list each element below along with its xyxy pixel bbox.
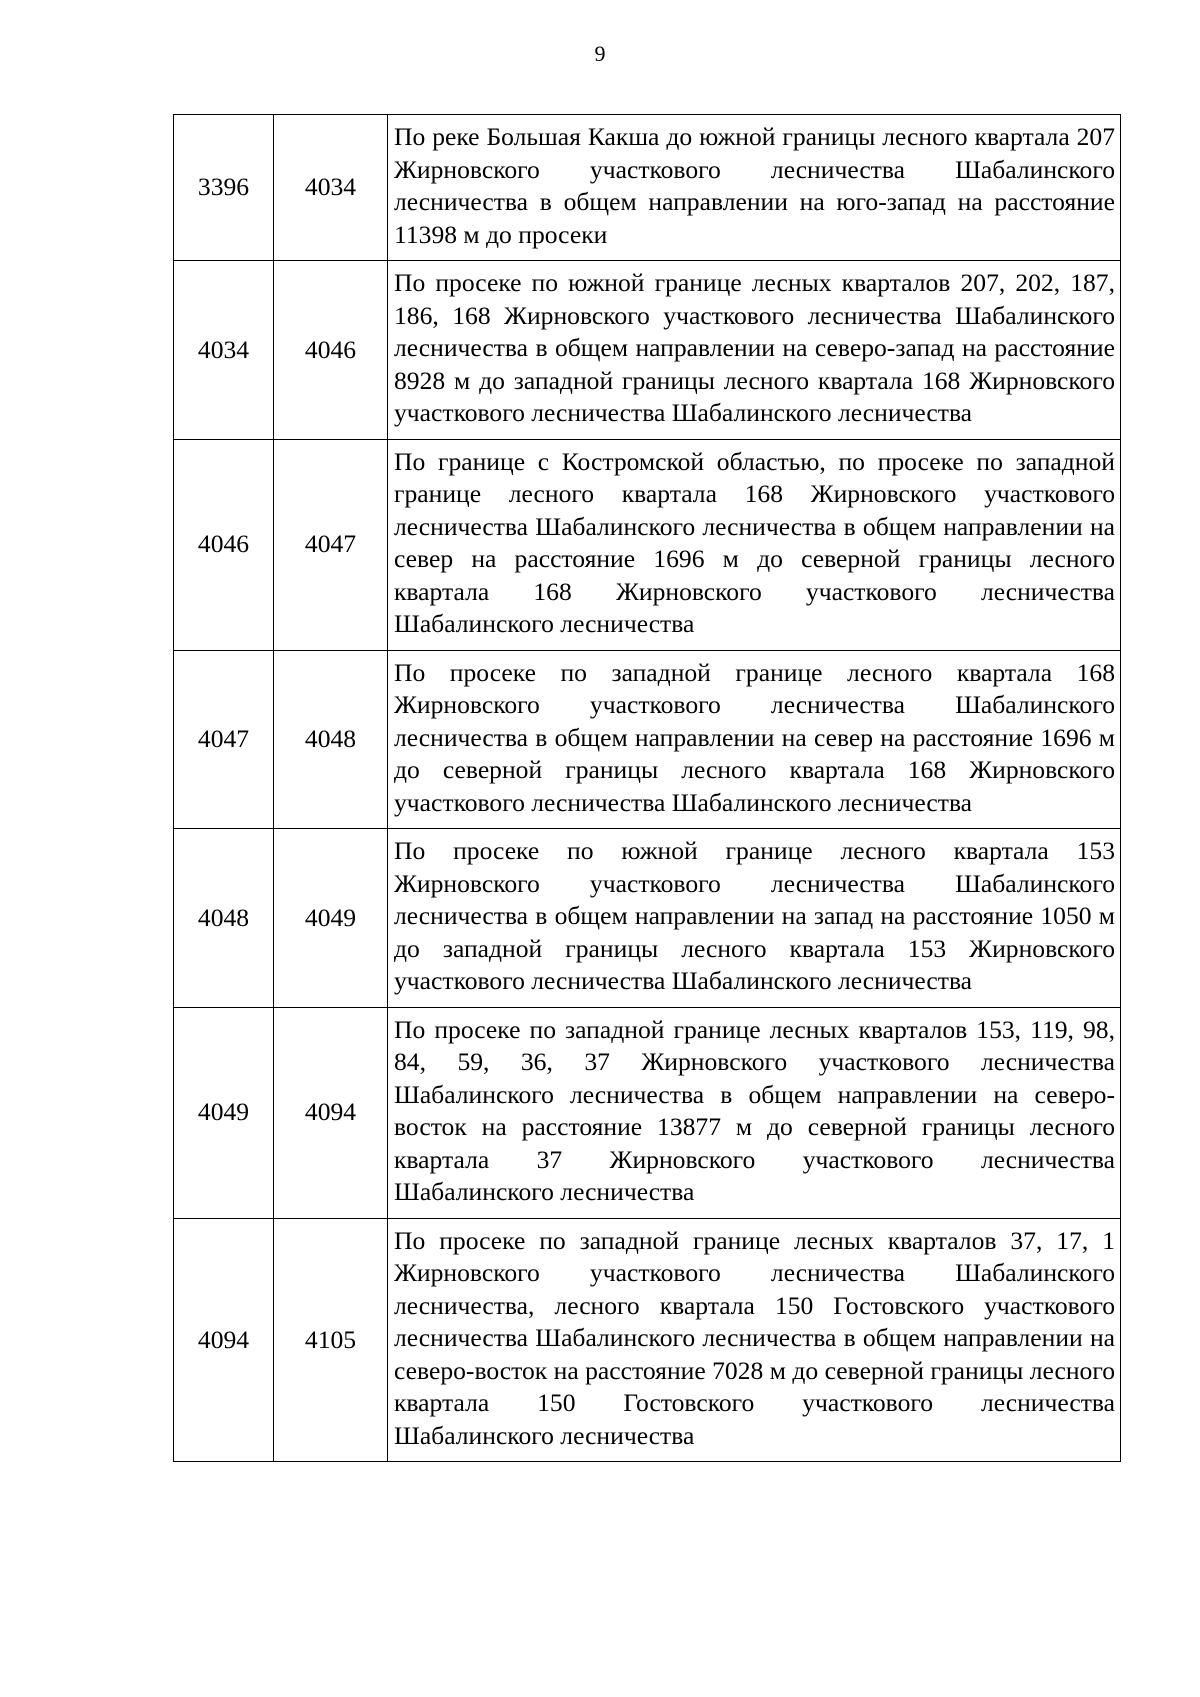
boundary-description-cell: По просеке по южной границе лесного квартала 153 Жирновского участкового лесничества Шабалинского лесничества в общем направлении на запад на расстояние 1050 м до западной границы лесного квартала 153 Жирновского участкового лесничества Шабалинского лесничества <box>388 829 1121 1008</box>
to-point-cell: 4105 <box>274 1218 388 1462</box>
boundary-description-cell: По границе с Костромской областью, по просеке по западной границе лесного квартала 168 Жирновского участкового лесничества Шабалинского лесничества в общем направлении на север на расстояние 1696 м до северной границы лесного квартала 168 Жирновского участкового лесничества Шабалинского лесничества <box>388 439 1121 650</box>
table-row <box>174 650 1121 829</box>
table-row <box>174 261 1121 440</box>
from-point-cell: 4046 <box>174 439 274 650</box>
table-row <box>174 1007 1121 1218</box>
to-point-cell: 4094 <box>274 1007 388 1218</box>
boundary-description-table <box>173 114 1121 1462</box>
to-point-cell: 4048 <box>274 650 388 829</box>
boundary-description-cell: По просеке по западной границе лесных кварталов 153, 119, 98, 84, 59, 36, 37 Жирновского участкового лесничества Шабалинского лесничества в общем направлении на северо-восток на расстояние 13877 м до северной границы лесного квартала 37 Жирновского участкового лесничества Шабалинского лесничества <box>388 1007 1121 1218</box>
table-row <box>174 115 1121 261</box>
page-number: 9 <box>594 41 606 66</box>
boundary-description-cell: По просеке по южной границе лесных кварталов 207, 202, 187, 186, 168 Жирновского участкового лесничества Шабалинского лесничества в общем направлении на северо-запад на расстояние 8928 м до западной границы лесного квартала 168 Жирновского участкового лесничества Шабалинского лесничества <box>388 261 1121 440</box>
from-point-cell: 3396 <box>174 115 274 261</box>
to-point-cell: 4046 <box>274 261 388 440</box>
boundary-description-cell: По просеке по западной границе лесного квартала 168 Жирновского участкового лесничества Шабалинского лесничества в общем направлении на север на расстояние 1696 м до северной границы лесного квартала 168 Жирновского участкового лесничества Шабалинского лесничества <box>388 650 1121 829</box>
to-point-cell: 4034 <box>274 115 388 261</box>
from-point-cell: 4034 <box>174 261 274 440</box>
boundary-description-cell: По просеке по западной границе лесных кварталов 37, 17, 1 Жирновского участкового лесничества Шабалинского лесничества, лесного квартала 150 Гостовского участкового лесничества Шабалинского лесничества в общем направлении на северо-восток на расстояние 7028 м до северной границы лесного квартала 150 Гостовского участкового лесничества Шабалинского лесничества <box>388 1218 1121 1462</box>
table-row <box>174 1218 1121 1462</box>
to-point-cell: 4049 <box>274 829 388 1008</box>
from-point-cell: 4048 <box>174 829 274 1008</box>
boundary-description-cell: По реке Большая Какша до южной границы лесного квартала 207 Жирновского участкового лесничества Шабалинского лесничества в общем направлении на юго-запад на расстояние 11398 м до просеки <box>388 115 1121 261</box>
from-point-cell: 4049 <box>174 1007 274 1218</box>
from-point-cell: 4094 <box>174 1218 274 1462</box>
table-row <box>174 829 1121 1008</box>
table-row <box>174 439 1121 650</box>
from-point-cell: 4047 <box>174 650 274 829</box>
to-point-cell: 4047 <box>274 439 388 650</box>
